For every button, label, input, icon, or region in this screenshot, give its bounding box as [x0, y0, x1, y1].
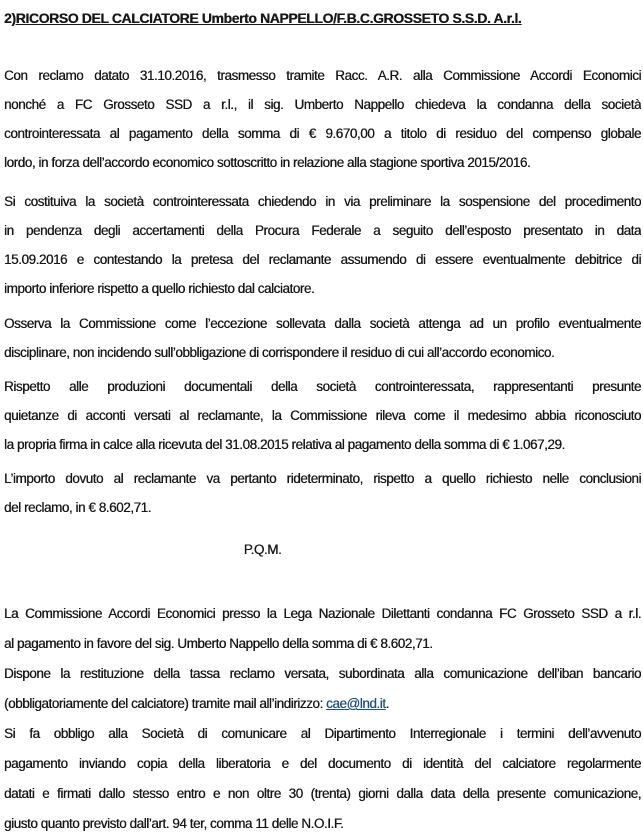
text-line: [4, 216, 641, 245]
text-line: [4, 629, 641, 659]
para-defense: [4, 187, 641, 303]
text-line: [4, 274, 641, 303]
text-segment: Si costituiva la società controinteressata chiedendo in via preliminare la sospensione del procedimento: [4, 194, 641, 209]
text-line: [4, 779, 641, 809]
text-segment: P.Q.M.: [243, 542, 282, 557]
text-line: [4, 749, 641, 779]
text-line: [4, 338, 641, 367]
para-commission: [4, 309, 641, 367]
document-body: [4, 61, 641, 839]
text-line: [4, 401, 641, 430]
text-line: [4, 309, 641, 338]
text-line: [4, 430, 641, 459]
text-line: [4, 809, 641, 839]
text-segment: Con reclamo datato 31.10.2016, trasmesso tramite Racc. A.R. alla Commissione Accordi Economici: [4, 68, 641, 83]
text-segment: Rispetto alle produzioni documentali della società controinteressata, rappresentanti presunte: [4, 379, 641, 394]
para-obligation: [4, 719, 641, 839]
text-line: [4, 464, 641, 493]
text-line: [4, 659, 641, 689]
text-line: [4, 90, 641, 119]
para-ruling: [4, 599, 641, 659]
text-segment: pagamento inviando copia della liberatoria e del documento di identità del calciatore regolarmente: [4, 756, 641, 771]
text-segment: del reclamo, in € 8.602,71.: [4, 500, 151, 515]
pqm-heading: [4, 535, 521, 564]
text-segment: La Commissione Accordi Economici presso la Lega Nazionale Dilettanti condanna FC Grosseto SSD a r.l.: [4, 606, 641, 621]
text-segment: nonché a FC Grosseto SSD a r.l., il sig. Umberto Nappello chiedeva la condanna della società: [4, 97, 641, 112]
text-segment: quietanze di acconti versati al reclamante, la Commissione rileva come il medesimo abbia riconosciuto: [4, 408, 641, 423]
text-segment: (obbligatoriamente del calciatore) tramite mail all’indirizzo:: [4, 696, 327, 711]
text-segment: disciplinare, non incidendo sull’obbligazione di corrispondere il residuo di cui all’accordo economico.: [4, 345, 555, 360]
text-line: [4, 148, 641, 177]
para-amount: [4, 464, 641, 522]
para-receipts: [4, 372, 641, 459]
text-segment: Dispone la restituzione della tassa reclamo versata, subordinata alla comunicazione dell’iban bancario: [4, 666, 641, 681]
text-segment: datati e firmati dallo stesso entro e non oltre 30 (trenta) giorni dalla data della presente comunicazione,: [4, 786, 641, 801]
text-segment: Osserva la Commissione come l’eccezione sollevata dalla società attenga ad un profilo eventualmente: [4, 316, 641, 331]
text-segment: la propria firma in calce alla ricevuta del 31.08.2015 relativa al pagamento della somma di € 1.067,29.: [4, 437, 565, 452]
text-line: [4, 119, 641, 148]
email-link[interactable]: cae@lnd.it: [326, 696, 386, 711]
text-segment: .: [385, 696, 389, 711]
text-segment: in pendenza degli accertamenti della Procura Federale a seguito dell’esposto presentato in data: [4, 223, 641, 238]
text-line: [4, 61, 641, 90]
text-line: [4, 372, 641, 401]
text-line: [4, 719, 641, 749]
heading-prefix: 2): [4, 10, 16, 26]
text-line: [4, 245, 641, 274]
heading-title: RICORSO DEL CALCIATORE Umberto NAPPELLO/F.B.C.GROSSETO S.S.D. A.r.l.: [15, 10, 522, 26]
text-segment: importo inferiore rispetto a quello richiesto dal calciatore.: [4, 281, 315, 296]
text-segment: controinteressata al pagamento della somma di € 9.670,00 a titolo di residuo del compenso globale: [4, 126, 641, 141]
text-segment: al pagamento in favore del sig. Umberto Nappello della somma di € 8.602,71.: [4, 636, 433, 651]
text-line: [4, 493, 641, 522]
text-segment: L’importo dovuto al reclamante va pertanto rideterminato, rispetto a quello richiesto nelle conclusioni: [4, 471, 641, 486]
text-line: [4, 689, 641, 719]
text-segment: Si fa obbligo alla Società di comunicare al Dipartimento Interregionale i termini dell’avvenuto: [4, 726, 641, 741]
text-line: [4, 535, 521, 564]
document-heading: [4, 6, 641, 30]
text-line: [4, 187, 641, 216]
text-segment: lordo, in forza dell’accordo economico sottoscritto in relazione alla stagione sportiva 2015/2016.: [4, 155, 531, 170]
text-line: [4, 599, 641, 629]
text-segment: giusto quanto previsto dall’art. 94 ter, comma 11 delle N.O.I.F.: [4, 816, 344, 831]
para-tax-refund: [4, 659, 641, 719]
para-claim: [4, 61, 641, 177]
text-segment: 15.09.2016 e contestando la pretesa del reclamante assumendo di essere eventualmente debitrice di: [4, 252, 641, 267]
